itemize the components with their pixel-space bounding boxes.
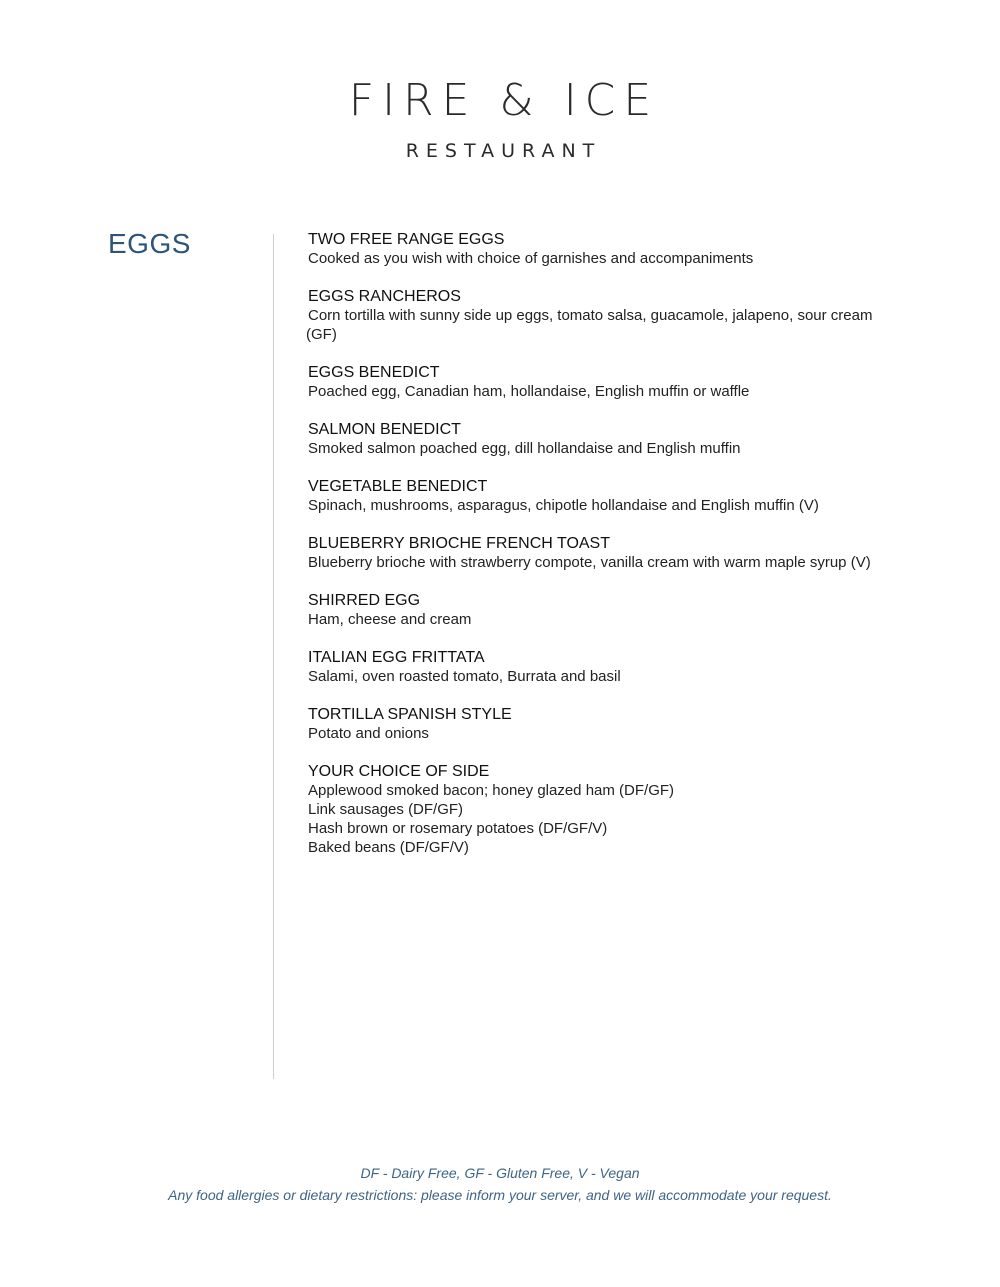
menu-item-description: Ham, cheese and cream xyxy=(308,611,472,628)
menu-item-description: Applewood smoked bacon; honey glazed ham (DF/GF) xyxy=(308,782,675,799)
menu-list xyxy=(308,230,908,876)
menu-item-name: EGGS RANCHEROS xyxy=(308,288,461,305)
menu-item-description: Hash brown or rosemary potatoes (DF/GF/V) xyxy=(308,820,608,837)
menu-item-name: SALMON BENEDICT xyxy=(308,421,461,438)
menu-item xyxy=(308,648,908,686)
menu-item-description: Smoked salmon poached egg, dill hollandaise and English muffin xyxy=(308,440,741,457)
footer xyxy=(0,1162,1000,1206)
menu-item-description: Spinach, mushrooms, asparagus, chipotle hollandaise and English muffin (V) xyxy=(308,497,819,514)
menu-item xyxy=(308,591,908,629)
menu-item xyxy=(308,534,908,572)
restaurant-subtitle: RESTAURANT xyxy=(405,140,602,162)
restaurant-name: FIRE & ICE xyxy=(348,75,660,126)
menu-item-description: Link sausages (DF/GF) xyxy=(308,801,464,818)
menu-item-name: VEGETABLE BENEDICT xyxy=(308,478,488,495)
menu-item xyxy=(308,705,908,743)
menu-item-description: (GF) xyxy=(306,326,337,343)
menu-item xyxy=(308,762,908,857)
menu-item xyxy=(308,287,908,344)
menu-item-description: Salami, oven roasted tomato, Burrata and basil xyxy=(308,668,621,685)
allergy-note: Any food allergies or dietary restrictions: please inform your server, and we will accommodate your request. xyxy=(168,1187,832,1203)
menu-item-name: SHIRRED EGG xyxy=(308,592,421,609)
menu-item-description: Blueberry brioche with strawberry compote, vanilla cream with warm maple syrup (V) xyxy=(308,554,871,571)
dietary-legend: DF - Dairy Free, GF - Gluten Free, V - Vegan xyxy=(360,1165,640,1181)
menu-item-name: ITALIAN EGG FRITTATA xyxy=(308,649,485,666)
menu-item xyxy=(308,477,908,515)
menu-item-description: Baked beans (DF/GF/V) xyxy=(308,839,469,856)
menu-item-name: YOUR CHOICE OF SIDE xyxy=(308,763,490,780)
menu-item-name: EGGS BENEDICT xyxy=(308,364,440,381)
menu-item xyxy=(308,363,908,401)
menu-item-name: TORTILLA SPANISH STYLE xyxy=(308,706,512,723)
menu-item xyxy=(308,420,908,458)
restaurant-logo xyxy=(0,76,1000,162)
menu-item xyxy=(308,230,908,268)
menu-item-description: Corn tortilla with sunny side up eggs, tomato salsa, guacamole, jalapeno, sour cream xyxy=(308,307,873,324)
menu-item-description: Poached egg, Canadian ham, hollandaise, English muffin or waffle xyxy=(308,383,750,400)
menu-item-name: TWO FREE RANGE EGGS xyxy=(308,231,505,248)
vertical-divider xyxy=(273,234,274,1079)
section-title: EGGS xyxy=(108,228,191,259)
menu-item-name: BLUEBERRY BRIOCHE FRENCH TOAST xyxy=(308,535,610,552)
menu-item-description: Cooked as you wish with choice of garnishes and accompaniments xyxy=(308,250,754,267)
menu-item-description: Potato and onions xyxy=(308,725,429,742)
